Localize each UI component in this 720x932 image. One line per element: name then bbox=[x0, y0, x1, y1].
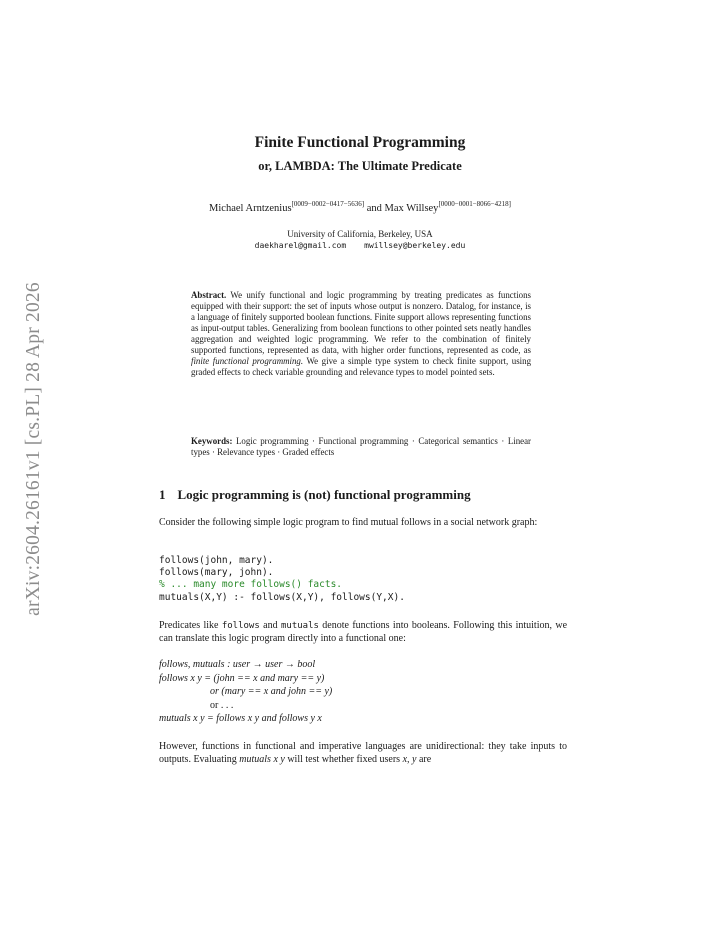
fn-text: mutuals x y = follows x y and follows y x bbox=[159, 713, 322, 725]
code-line: follows(john, mary). bbox=[159, 555, 274, 566]
section-title: Logic programming is (not) functional programming bbox=[177, 487, 471, 502]
fn-line bbox=[159, 699, 332, 713]
paper-title: Finite Functional Programming bbox=[254, 134, 466, 151]
section-heading bbox=[159, 487, 471, 503]
abstract bbox=[191, 290, 531, 378]
code-block bbox=[159, 555, 405, 604]
inline-code: mutuals bbox=[280, 621, 319, 631]
paragraph bbox=[159, 620, 567, 645]
keywords bbox=[191, 436, 531, 458]
code-line: mutuals(X,Y) :- follows(X,Y), follows(Y,X). bbox=[159, 591, 405, 603]
orcid: [0009−0002−0417−5636] bbox=[291, 200, 365, 208]
fn-line bbox=[159, 685, 332, 699]
text: and bbox=[263, 620, 278, 631]
emails bbox=[0, 241, 720, 250]
paragraph: Consider the following simple logic program to find mutual follows in a social network graph: bbox=[159, 517, 538, 528]
abstract-text: We give a simple type system to check finite support, using graded effects to check variable grounding and relevance types to model pointed sets. bbox=[191, 356, 532, 378]
email: mwillsey@berkeley.edu bbox=[364, 241, 466, 250]
text: are bbox=[418, 753, 432, 765]
fn-text: follows, mutuals : user → user → bool bbox=[159, 659, 316, 670]
code-comment: % ... many more follows() facts. bbox=[159, 579, 343, 591]
section-number: 1 bbox=[159, 487, 166, 502]
text: denote functions into booleans. Following this intuition, we can translate this logic program directly into a functional one: bbox=[159, 620, 568, 644]
fn-text: follows x y = (john == x and mary == y) bbox=[159, 672, 325, 684]
orcid: [0000−0001−8066−4218] bbox=[438, 200, 511, 208]
paragraph bbox=[159, 741, 567, 766]
paper-subtitle: or, LAMBDA: The Ultimate Predicate bbox=[258, 159, 462, 173]
author-name: Max Willsey bbox=[384, 203, 439, 214]
code-line: follows(mary, john). bbox=[159, 567, 274, 579]
fn-line bbox=[159, 672, 332, 686]
inline-code: follows bbox=[221, 621, 260, 631]
keywords-label: Keywords: bbox=[191, 436, 233, 446]
abstract-text: We unify functional and logic programming by treating predicates as functions equipped with their support: the set of inputs whose output is nonzero. Datalog, for instance, is a language of finitely supported boolean functions. Finite support allows representing functions as input-output tables. Generalizing from boolean functions to other pointed sets neatly handles aggregation and weighted logic programming. We refer to the combination of finitely supported functions, represented as data, with higher order functions, represented as code, as bbox=[191, 290, 531, 356]
author-conjunction: and bbox=[366, 203, 382, 214]
text: Predicates like bbox=[159, 620, 219, 631]
emphasis: mutuals x y bbox=[239, 753, 285, 765]
author-list bbox=[0, 200, 720, 214]
function-definition bbox=[159, 658, 332, 726]
affiliation: University of California, Berkeley, USA bbox=[287, 229, 433, 239]
arxiv-identifier: arXiv:2604.26161v1 [cs.PL] 28 Apr 2026 bbox=[23, 282, 44, 616]
text: will test whether fixed users bbox=[287, 753, 401, 765]
fn-line bbox=[159, 712, 332, 726]
abstract-emphasis: finite functional programming. bbox=[191, 356, 304, 367]
email: daekharel@gmail.com bbox=[254, 241, 347, 250]
abstract-label: Abstract. bbox=[191, 290, 227, 300]
keywords-text: Logic programming · Functional programming · Categorical semantics · Linear types · Relevance types · Graded effects bbox=[191, 436, 532, 458]
emphasis: x, y bbox=[402, 753, 417, 765]
fn-line bbox=[159, 658, 332, 672]
text: However, functions in functional and imperative languages are unidirectional: they take inputs to outputs. Evaluating bbox=[159, 741, 567, 765]
fn-text: or . . . bbox=[210, 699, 234, 711]
author-name: Michael Arntzenius bbox=[209, 203, 292, 214]
fn-text: or (mary == x and john == y) bbox=[210, 686, 333, 698]
